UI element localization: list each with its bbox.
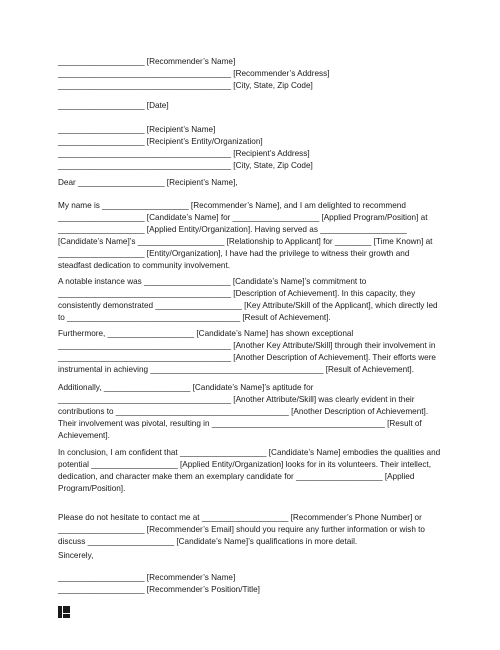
paragraph-furthermore: Furthermore, ___________________ [Candidate’s Name] has shown exceptional ______________________________________ [Another Key Attribute/Skill] through their involvement in ______________________________________ [Another Description of Achievement]. Their efforts were instrumental in achieving ______________________________________ [Result of Achievement]. xyxy=(58,329,436,374)
recipient-address-line: ______________________________________ [Recipient’s Address] xyxy=(58,149,310,158)
paragraph-introduction: My name is ___________________ [Recommender’s Name], and I am delighted to recommend ___________________ [Candidate’s Name] for ___________________ [Applied Program/Position] at ___________________ [Applied Entity/Organization]. Having served as ___________________ [Candidate’s Name]’s ___________________ [Relationship to Applicant] for ________ [Time Known] at ___________________ [Entity/Organization], I have had the privilege to witness their growth and steadfast dedication to community involvement. xyxy=(58,201,433,270)
sender-city-line: ______________________________________ [City, State, Zip Code] xyxy=(58,81,313,90)
recipient-city-line: ______________________________________ [City, State, Zip Code] xyxy=(58,161,313,170)
paragraph-additionally: Additionally, ___________________ [Candidate’s Name]’s aptitude for ______________________________________ [Another Attribute/Skill] was clearly evident in their contributions to ______________________________________ [Another Description of Achievement]. Their involvement was pivotal, resulting in ______________________________________ [Result of Achievement]. xyxy=(58,383,429,440)
recipient-block xyxy=(58,124,444,172)
sender-block xyxy=(58,56,444,92)
date-block xyxy=(58,100,444,112)
signature-block xyxy=(58,572,444,596)
date-line: ___________________ [Date] xyxy=(58,101,169,110)
recipient-organization-line: ___________________ [Recipient’s Entity/Organization] xyxy=(58,137,263,146)
recipient-name-line: ___________________ [Recipient’s Name] xyxy=(58,125,216,134)
paragraph-conclusion: In conclusion, I am confident that ___________________ [Candidate’s Name] embodies the qualities and potential ___________________ [Applied Entity/Organization] looks for in its volunteers. Their intellect, dedication, and character make them an exemplary candidate for ___________________ [Applied Program/Position]. xyxy=(58,448,441,493)
paragraph-notable-instance: A notable instance was ___________________ [Candidate’s Name]’s commitment to ______________________________________ [Description of Achievement]. In this capacity, they consistently demonstrated ___________________ [Key Attribute/Skill of the Applicant], which directly led to ______________________________________ [Result of Achievement]. xyxy=(58,277,438,322)
salutation-text: Dear ___________________ [Recipient’s Name], xyxy=(58,178,238,187)
signature-title-line: ___________________ [Recommender’s Position/Title] xyxy=(58,585,260,594)
closing-block xyxy=(58,550,444,562)
sender-name-line: ___________________ [Recommender’s Name] xyxy=(58,57,236,66)
legal-templates-logo-icon xyxy=(58,606,70,618)
paragraph-contact: Please do not hesitate to contact me at ___________________ [Recommender’s Phone Number] or ___________________ [Recommender’s Email] should you require any further information or wish to discuss ___________________ [Candidate’s Name]’s qualifications in more detail. xyxy=(58,513,425,546)
sender-address-line: ______________________________________ [Recommender’s Address] xyxy=(58,69,330,78)
salutation xyxy=(58,177,444,189)
signature-name-line: ___________________ [Recommender’s Name] xyxy=(58,573,236,582)
closing-text: Sincerely, xyxy=(58,551,94,560)
